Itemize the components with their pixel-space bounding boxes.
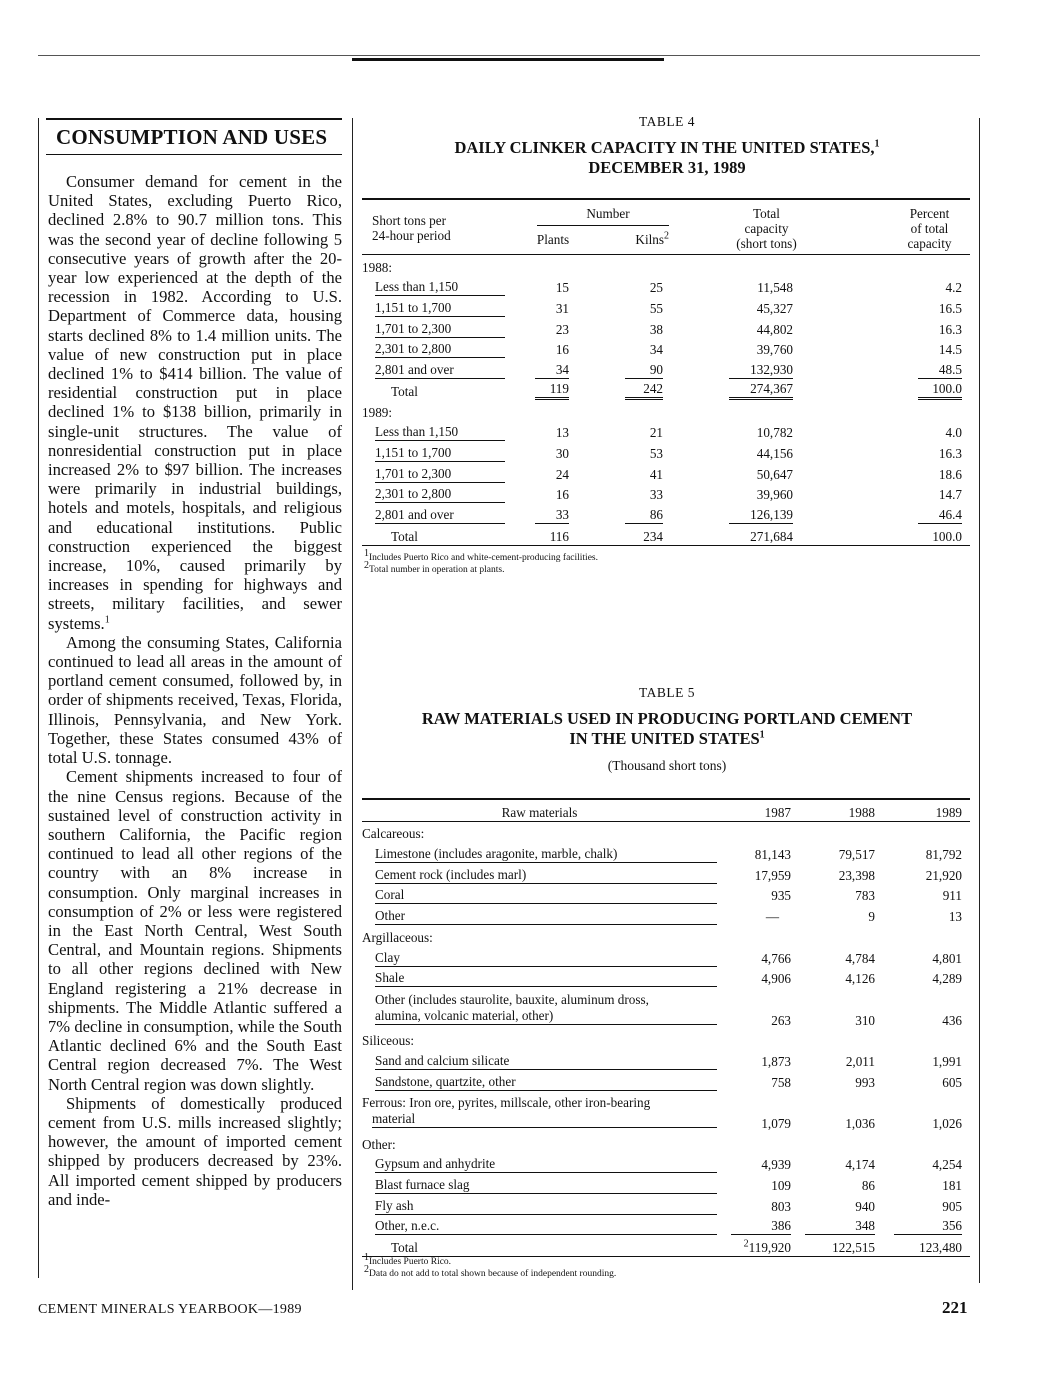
- col-period-header: Short tons per 24-hour period: [362, 202, 507, 255]
- table-row: 1,151 to 1,700 30 53 44,156 16.3: [375, 444, 962, 461]
- table-total-row: Total 116 234 271,684 100.0: [362, 524, 970, 545]
- table4-title: DAILY CLINKER CAPACITY IN THE UNITED STATES,$^1$ DECEMBER 31, 1989: [454, 138, 880, 177]
- table5-title: RAW MATERIALS USED IN PRODUCING PORTLAND CEMENT IN THE UNITED STATES$^1$: [421, 709, 913, 748]
- group-year-row: 1989:: [362, 404, 393, 420]
- col-capacity-header: Total capacity (short tons): [669, 202, 829, 255]
- table-row: Clay 4,766 4,784 4,801: [375, 949, 962, 966]
- table-row: Limestone (includes aragonite, marble, chalk) 81,143 79,517 81,792: [375, 846, 962, 863]
- category-row: Calcareous:: [362, 826, 425, 842]
- footnote: $^2$Data do not add to total shown because of independent rounding.: [364, 1263, 617, 1279]
- table-row: Ferrous: Iron ore, pyrites, millscale, other iron-bearing: [362, 1095, 651, 1111]
- table-row: alumina, volcanic material, other) 263 310 436: [375, 1007, 962, 1028]
- article-body: [48, 172, 342, 1209]
- table-row: Less than 1,150 13 21 10,782 4.0: [375, 424, 962, 441]
- header-rule: [38, 55, 980, 56]
- running-footer: CEMENT MINERALS YEARBOOK—1989: [38, 1302, 302, 1317]
- table-row: material 1,079 1,036 1,026: [372, 1111, 962, 1131]
- page-number: 221: [942, 1298, 968, 1317]
- table-row: Shale 4,906 4,126 4,289: [375, 970, 962, 987]
- table-row: Other, n.e.c. 386 348 356: [375, 1218, 962, 1234]
- category-row: Other:: [362, 1136, 396, 1152]
- table-row: 1,701 to 2,300 23 38 44,802 16.3: [375, 320, 962, 337]
- table5-footnotes: [364, 1251, 964, 1280]
- table-total-row: Total $^2$119,920 122,515 123,480: [362, 1235, 970, 1256]
- section-title: CONSUMPTION AND USES: [46, 118, 342, 155]
- table-row: 1,701 to 2,300 24 41 50,647 18.6: [375, 465, 962, 482]
- table4-heading: [362, 114, 972, 178]
- table-row: Gypsum and anhydrite 4,939 4,174 4,254: [375, 1156, 962, 1173]
- table5-heading: [362, 685, 972, 774]
- right-column-border: [979, 118, 980, 1283]
- table4-label: TABLE 4: [638, 114, 696, 129]
- section-header: [38, 118, 342, 155]
- table4: [362, 202, 970, 546]
- table-row: Sandstone, quartzite, other 758 993 605: [375, 1073, 962, 1090]
- table5: [362, 800, 970, 1257]
- table-row: 1,151 to 1,700 31 55 45,327 16.5: [375, 300, 962, 317]
- table5-label: TABLE 5: [638, 685, 696, 700]
- header-rule-thick: [352, 58, 664, 61]
- col-number-header: Number Plants Kilns$^2$: [507, 202, 669, 255]
- footnote: $^1$Includes Puerto Rico.: [364, 1251, 452, 1267]
- table-row: 2,801 and over 33 86 126,139 46.4: [375, 506, 962, 522]
- table-row: Coral 935 783 911: [375, 887, 962, 904]
- left-column-border: [38, 118, 39, 1278]
- table-row: 2,301 to 2,800 16 33 39,960 14.7: [375, 486, 962, 503]
- table-row: 2,301 to 2,800 16 34 39,760 14.5: [375, 341, 962, 358]
- table-row: Less than 1,150 15 25 11,548 4.2: [375, 279, 962, 296]
- table-row: Fly ash 803 940 905: [375, 1197, 962, 1214]
- col-percent-header: Percent of total capacity: [829, 202, 970, 255]
- paragraph: Among the consuming States, California continued to lead all areas in the amount of portland cement consumed, followed by, in order of shipments received, Texas, Florida, Illinois, Pennsylvania, and New York. Together, these States consumed 43% of total U.S. tonnage.: [48, 632, 342, 768]
- table-row: Cement rock (includes marl) 17,959 23,398 21,920: [375, 866, 962, 883]
- footnote-ref: 1: [104, 614, 110, 626]
- table4-footnotes: [364, 547, 964, 576]
- table-row: Other — 9 13: [375, 908, 962, 925]
- table4-top-rule: [362, 198, 970, 200]
- category-row: Argillaceous:: [362, 929, 433, 945]
- paragraph: Cement shipments increased to four of the nine Census regions. Because of the sustained level of construction activity in southern California, the Pacific region continued to lead all other regions of the country with an 8% increase in consumption. Only marginal increases in consumption of 2% or less were registered in the East North Central, West South Central, and Mountain regions. Shipments to all other regions declined with New England registering a 21% decrease in shipments. The Middle Atlantic suffered a 7% decline in consumption, while the South Atlantic declined 6% and the South East Central region decreased 7%. The West North Central region was down slightly.: [48, 767, 342, 1094]
- paragraph: Shipments of domestically produced cement from U.S. mills increased slightly; however, the amount of imported cement shipped by producers decreased by 23%. All imported cement shipped by producers and inde-: [48, 1093, 342, 1209]
- paragraph: Consumer demand for cement in the United States, excluding Puerto Rico, declined 2.8% to 90.7 million tons. This was the second year of decline following 5 consecutive years of growth after the 20-year low experienced at the depth of the recession in 1982. According to U.S. Department of Commerce data, housing starts declined 8% to 1.4 million units. The value of new construction put in place declined 1% to $414 billion. The value of residential construction put in place declined 1% to $138 billion, primarily in single-unit structures. The value of nonresidential construction put in place increased 2% to $97 billion. The increases were primarily in industrial buildings, hotels and motels, hospitals, and religious and educational institutions. Public construction experienced the biggest increase, 10%, caused primarily by increases in spending for highways and streets, military facilities, and sewer systems.$^1$: [48, 172, 342, 633]
- column-divider: [352, 118, 353, 1290]
- table-row: Other (includes staurolite, bauxite, aluminum dross,: [375, 991, 649, 1007]
- footnote: $^1$Includes Puerto Rico and white-cement-producing facilities.: [364, 547, 598, 563]
- table-row: Sand and calcium silicate 1,873 2,011 1,991: [375, 1052, 962, 1069]
- table-row: 2,801 and over 34 90 132,930 48.5: [375, 362, 962, 378]
- table-total-row: Total 119 242 274,367 100.0: [391, 380, 962, 399]
- table4-header-row: [362, 202, 970, 255]
- table5-header-row: Raw materials 1987 1988 1989: [362, 800, 970, 821]
- table-row: Blast furnace slag 109 86 181: [375, 1177, 962, 1194]
- footnote: $^2$Total number in operation at plants.: [364, 559, 505, 575]
- category-row: Siliceous:: [362, 1033, 415, 1049]
- group-year-row: 1988:: [362, 259, 393, 275]
- table5-subtitle: (Thousand short tons): [607, 758, 727, 773]
